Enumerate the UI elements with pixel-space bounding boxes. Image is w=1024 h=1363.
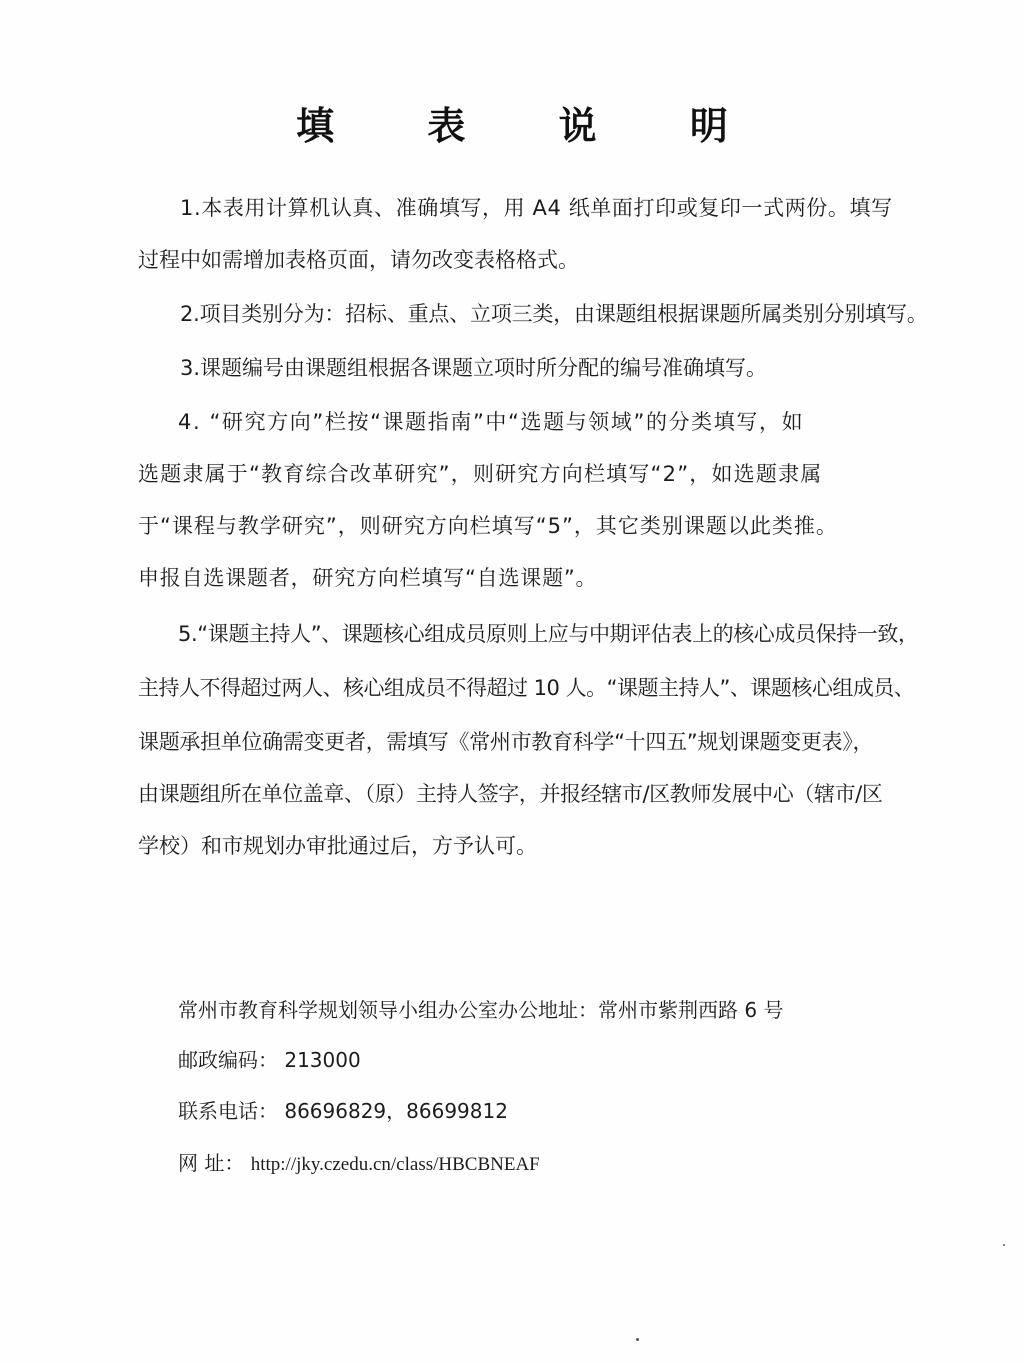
scan-speck [1003, 1244, 1005, 1246]
postal-code: 邮政编码： 213000 [178, 1048, 361, 1072]
instruction-line: 于“课程与教学研究”，则研究方向栏填写“5”，其它类别课题以此类推。 [138, 514, 838, 538]
instruction-line: 选题隶属于“教育综合改革研究”，则研究方向栏填写“2”，如选题隶属 [138, 462, 823, 486]
scan-speck [636, 1338, 639, 1341]
instruction-line: 由课题组所在单位盖章、（原）主持人签字，并报经辖市/区教师发展中心（辖市/区 [138, 782, 883, 806]
instruction-line: 3.课题编号由课题组根据各课题立项时所分配的编号准确填写。 [180, 356, 768, 380]
website-link[interactable]: http://jky.czedu.cn/class/HBCBNEAF [250, 1154, 540, 1175]
website-label: 网 址： [178, 1151, 245, 1175]
instruction-line: 4. “研究方向”栏按“课题指南”中“选题与领域”的分类填写，如 [178, 410, 805, 434]
contact-phone: 联系电话： 86696829，86699812 [178, 1099, 508, 1123]
instruction-line: 申报自选课题者，研究方向栏填写“自选课题”。 [138, 566, 598, 590]
instruction-line: 2.项目类别分为：招标、重点、立项三类，由课题组根据课题所属类别分别填写。 [180, 302, 928, 326]
instruction-line: 课题承担单位确需变更者，需填写《常州市教育科学“十四五”规划课题变更表》， [138, 730, 874, 754]
instruction-line: 学校）和市规划办审批通过后，方予认可。 [138, 834, 537, 858]
instruction-line: 5.“课题主持人”、课题核心组成员原则上应与中期评估表上的核心成员保持一致， [178, 622, 919, 646]
instruction-line: 过程中如需增加表格页面，请勿改变表格格式。 [138, 248, 579, 272]
website [178, 1150, 540, 1178]
page-title: 填 表 说 明 [296, 103, 768, 148]
office-address: 常州市教育科学规划领导小组办公室办公地址：常州市紫荆西路 6 号 [178, 998, 784, 1022]
instruction-line: 主持人不得超过两人、核心组成员不得超过 10 人。“课题主持人”、课题核心组成员、 [138, 676, 915, 700]
instruction-line: 1.本表用计算机认真、准确填写，用 A4 纸单面打印或复印一式两份。填写 [180, 196, 893, 220]
